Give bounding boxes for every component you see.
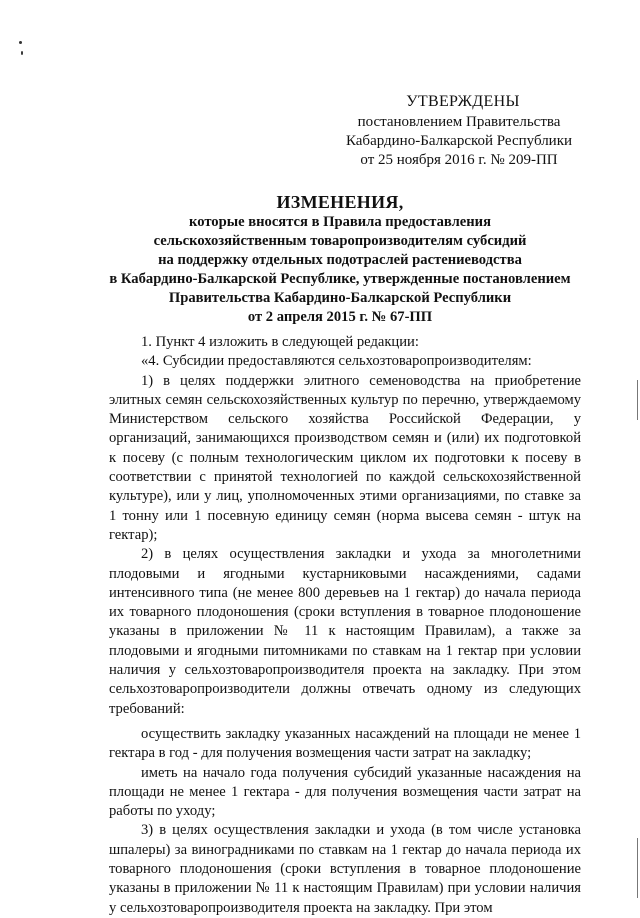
heading-line: сельскохозяйственным товаропроизводителям субсидий — [153, 233, 527, 249]
scan-edge-line — [637, 838, 638, 898]
heading-line: в Кабардино-Балкарской Республике, утвержденные постановлением — [109, 271, 571, 287]
paragraph-subitem-3: 3) в целях осуществления закладки и ухода (в том числе установка шпалеры) за виноградниками по ставкам на 1 гектар до начала периода их товарного плодоношения (сроки вступления в товарное плодоношение указаны в приложении № 11 к настоящим Правилам) при условии наличия у сельхозтоваропроизводителя проекта на закладку. При этом — [109, 822, 581, 916]
paragraph-requirement-2: иметь на начало года получения субсидий указанные насаждения на площади не менее 1 гектара - для получения возмещения части затрат на работы по уходу; — [109, 764, 581, 820]
paragraph-subitem-1: 1) в целях поддержки элитного семеноводства на приобретение элитных семян сельскохозяйственных культур по перечню, утверждаемому Министерством сельского хозяйства Российской Федерации, у организаций, занимающихся производством семян и (или) их подготовкой к посеву (с полным технологическим циклом их подготовки к посеву в соответствии с принятой технологией по каждой сельскохозяйственной культуре), или у лиц, уполномоченных этими организациями, по ставке за 1 тонну или 1 посевную единицу семян (норма высева семян - штук на гектар); — [109, 372, 581, 543]
paragraph-intro: «4. Субсидии предоставляются сельхозтоваропроизводителям: — [141, 353, 532, 370]
document-title: ИЗМЕНЕНИЯ, — [276, 192, 404, 212]
paragraph-subitem-2: 2) в целях осуществления закладки и ухода за многолетними плодовыми и ягодными кустарниковыми насаждениями, садами интенсивного типа (не менее 800 деревьев на 1 гектар) до начала периода их товарного плодоношения (сроки вступления в товарное плодоношение указаны в приложении № 11 к настоящим Правилам), а также за плодовыми и ягодными питомниками по ставкам на 1 гектар при условии наличия у сельхозтоваропроизводителя проекта на закладку. При этом сельхозтоваропроизводители должны отвечать одному из следующих требований: — [109, 546, 581, 717]
heading-line: от 2 апреля 2015 г. № 67-ПП — [247, 309, 433, 325]
approval-line: от 25 ноября 2016 г. № 209-ПП — [360, 152, 558, 168]
scan-speck — [21, 51, 23, 55]
document-body — [109, 333, 581, 918]
heading-line: Правительства Кабардино-Балкарской Республики — [168, 290, 512, 306]
heading-line: на поддержку отдельных подотраслей растениеводства — [158, 252, 522, 268]
approval-line: Кабардино-Балкарской Республики — [345, 133, 573, 149]
scan-edge-line — [637, 380, 638, 420]
heading-line: которые вносятся в Правила предоставления — [189, 214, 491, 230]
approval-stamp-block — [334, 92, 584, 170]
paragraph-requirement-1: осуществить закладку указанных насаждений на площади не менее 1 гектара в год - для получения возмещения части затрат на закладку; — [109, 725, 581, 762]
document-heading — [80, 191, 600, 327]
paragraph-item-1: 1. Пункт 4 изложить в следующей редакции: — [141, 334, 419, 350]
approval-line: постановлением Правительства — [357, 114, 561, 130]
scan-speck — [19, 41, 22, 44]
approval-title: УТВЕРЖДЕНЫ — [406, 93, 520, 110]
